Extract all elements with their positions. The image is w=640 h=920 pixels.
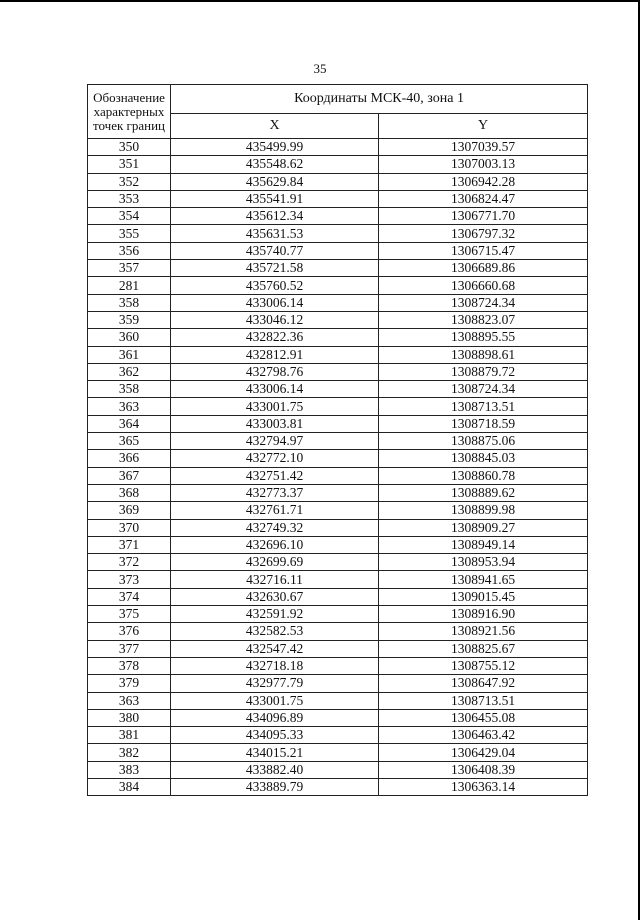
x-coordinate-cell: 432798.76 [171,363,379,380]
x-coordinate-cell: 435760.52 [171,277,379,294]
y-coordinate-cell: 1306797.32 [379,225,588,242]
x-coordinate-cell: 432794.97 [171,433,379,450]
table-row [88,208,588,225]
table-row [88,398,588,415]
y-coordinate-cell: 1309015.45 [379,588,588,605]
point-id-cell: 378 [88,657,171,674]
y-coordinate-cell: 1308724.34 [379,381,588,398]
point-id-cell: 358 [88,381,171,398]
table-row [88,571,588,588]
point-id-cell: 379 [88,675,171,692]
x-coordinate-cell: 432812.91 [171,346,379,363]
point-id-cell: 352 [88,173,171,190]
table-row [88,363,588,380]
x-coordinate-cell: 433006.14 [171,381,379,398]
point-id-cell: 372 [88,554,171,571]
y-coordinate-cell: 1308899.98 [379,502,588,519]
y-column-header: Y [379,114,588,139]
y-coordinate-cell: 1306463.42 [379,727,588,744]
table-row [88,329,588,346]
point-id-cell: 358 [88,294,171,311]
x-coordinate-cell: 435541.91 [171,190,379,207]
point-id-cell: 354 [88,208,171,225]
table-row [88,606,588,623]
y-coordinate-cell: 1308647.92 [379,675,588,692]
point-id-cell: 374 [88,588,171,605]
y-coordinate-cell: 1308879.72 [379,363,588,380]
point-id-cell: 377 [88,640,171,657]
table-row [88,277,588,294]
point-id-cell: 362 [88,363,171,380]
point-id-cell: 364 [88,415,171,432]
y-coordinate-cell: 1306689.86 [379,260,588,277]
x-coordinate-cell: 433001.75 [171,692,379,709]
x-coordinate-cell: 432582.53 [171,623,379,640]
x-coordinate-cell: 435721.58 [171,260,379,277]
y-coordinate-cell: 1308713.51 [379,398,588,415]
table-row [88,675,588,692]
point-id-cell: 367 [88,467,171,484]
y-coordinate-cell: 1308889.62 [379,484,588,501]
table-row [88,640,588,657]
y-coordinate-cell: 1306715.47 [379,242,588,259]
x-coordinate-cell: 432773.37 [171,484,379,501]
table-row [88,484,588,501]
x-coordinate-cell: 432977.79 [171,675,379,692]
table-row [88,692,588,709]
table-row [88,554,588,571]
y-coordinate-cell: 1308921.56 [379,623,588,640]
point-id-cell: 365 [88,433,171,450]
table-row [88,225,588,242]
point-designation-header: Обозначение характерных точек границ [88,85,171,139]
y-coordinate-cell: 1307039.57 [379,139,588,156]
y-coordinate-cell: 1308860.78 [379,467,588,484]
table-row [88,139,588,156]
table-row [88,156,588,173]
y-coordinate-cell: 1308823.07 [379,311,588,328]
point-id-cell: 350 [88,139,171,156]
y-coordinate-cell: 1306660.68 [379,277,588,294]
x-coordinate-cell: 432591.92 [171,606,379,623]
y-coordinate-cell: 1308875.06 [379,433,588,450]
x-coordinate-cell: 433046.12 [171,311,379,328]
y-coordinate-cell: 1308953.94 [379,554,588,571]
table-row [88,623,588,640]
y-coordinate-cell: 1308941.65 [379,571,588,588]
table-body [88,139,588,796]
y-coordinate-cell: 1308825.67 [379,640,588,657]
y-coordinate-cell: 1308909.27 [379,519,588,536]
table-row [88,502,588,519]
point-id-cell: 368 [88,484,171,501]
point-id-cell: 356 [88,242,171,259]
x-coordinate-cell: 432749.32 [171,519,379,536]
x-coordinate-cell: 432547.42 [171,640,379,657]
x-coordinate-cell: 435612.34 [171,208,379,225]
table-row [88,536,588,553]
table-row [88,242,588,259]
y-coordinate-cell: 1306824.47 [379,190,588,207]
table-row [88,433,588,450]
y-coordinate-cell: 1308718.59 [379,415,588,432]
y-coordinate-cell: 1308755.12 [379,657,588,674]
page-number: 35 [313,61,327,76]
y-coordinate-cell: 1306363.14 [379,778,588,795]
y-coordinate-cell: 1308845.03 [379,450,588,467]
x-coordinate-cell: 433006.14 [171,294,379,311]
x-coordinate-cell: 432716.11 [171,571,379,588]
x-coordinate-cell: 434015.21 [171,744,379,761]
table-row [88,260,588,277]
y-coordinate-cell: 1308898.61 [379,346,588,363]
x-coordinate-cell: 432772.10 [171,450,379,467]
table-row [88,346,588,363]
point-id-cell: 382 [88,744,171,761]
y-coordinate-cell: 1306771.70 [379,208,588,225]
point-id-cell: 353 [88,190,171,207]
point-id-cell: 363 [88,398,171,415]
point-id-cell: 366 [88,450,171,467]
table-row [88,311,588,328]
x-coordinate-cell: 435629.84 [171,173,379,190]
point-id-cell: 384 [88,778,171,795]
x-coordinate-cell: 435499.99 [171,139,379,156]
point-id-cell: 375 [88,606,171,623]
point-id-cell: 376 [88,623,171,640]
y-coordinate-cell: 1307003.13 [379,156,588,173]
x-coordinate-cell: 432630.67 [171,588,379,605]
table-row [88,519,588,536]
table-row [88,588,588,605]
x-coordinate-cell: 432822.36 [171,329,379,346]
y-coordinate-cell: 1306429.04 [379,744,588,761]
y-coordinate-cell: 1308949.14 [379,536,588,553]
point-id-cell: 369 [88,502,171,519]
x-coordinate-cell: 432718.18 [171,657,379,674]
x-coordinate-cell: 434095.33 [171,727,379,744]
point-id-cell: 380 [88,709,171,726]
table-row [88,727,588,744]
point-id-cell: 357 [88,260,171,277]
point-id-cell: 371 [88,536,171,553]
x-coordinate-cell: 432699.69 [171,554,379,571]
x-coordinate-cell: 435740.77 [171,242,379,259]
x-coordinate-cell: 434096.89 [171,709,379,726]
point-id-cell: 360 [88,329,171,346]
y-coordinate-cell: 1308713.51 [379,692,588,709]
x-coordinate-cell: 435548.62 [171,156,379,173]
x-coordinate-cell: 433882.40 [171,761,379,778]
point-id-cell: 383 [88,761,171,778]
table-row [88,294,588,311]
y-coordinate-cell: 1306455.08 [379,709,588,726]
table-row [88,190,588,207]
table-row [88,415,588,432]
x-coordinate-cell: 433001.75 [171,398,379,415]
point-id-cell: 381 [88,727,171,744]
point-id-cell: 355 [88,225,171,242]
y-coordinate-cell: 1308724.34 [379,294,588,311]
x-coordinate-cell: 432761.71 [171,502,379,519]
point-id-cell: 363 [88,692,171,709]
y-coordinate-cell: 1306408.39 [379,761,588,778]
coordinates-table [87,84,588,796]
point-id-cell: 373 [88,571,171,588]
table-row [88,657,588,674]
y-coordinate-cell: 1306942.28 [379,173,588,190]
y-coordinate-cell: 1308895.55 [379,329,588,346]
x-column-header: X [171,114,379,139]
x-coordinate-cell: 435631.53 [171,225,379,242]
table-row [88,761,588,778]
table-row [88,709,588,726]
point-id-cell: 361 [88,346,171,363]
point-id-cell: 351 [88,156,171,173]
x-coordinate-cell: 432751.42 [171,467,379,484]
point-id-cell: 359 [88,311,171,328]
table-row [88,467,588,484]
x-coordinate-cell: 433889.79 [171,778,379,795]
table-row [88,744,588,761]
x-coordinate-cell: 432696.10 [171,536,379,553]
y-coordinate-cell: 1308916.90 [379,606,588,623]
point-id-cell: 370 [88,519,171,536]
table-row [88,778,588,795]
table-row [88,450,588,467]
coordinate-system-header: Координаты МСК-40, зона 1 [171,85,588,114]
point-id-cell: 281 [88,277,171,294]
table-row [88,173,588,190]
scan-edge-top [0,0,640,2]
table-row [88,381,588,398]
x-coordinate-cell: 433003.81 [171,415,379,432]
table-header [88,85,588,139]
